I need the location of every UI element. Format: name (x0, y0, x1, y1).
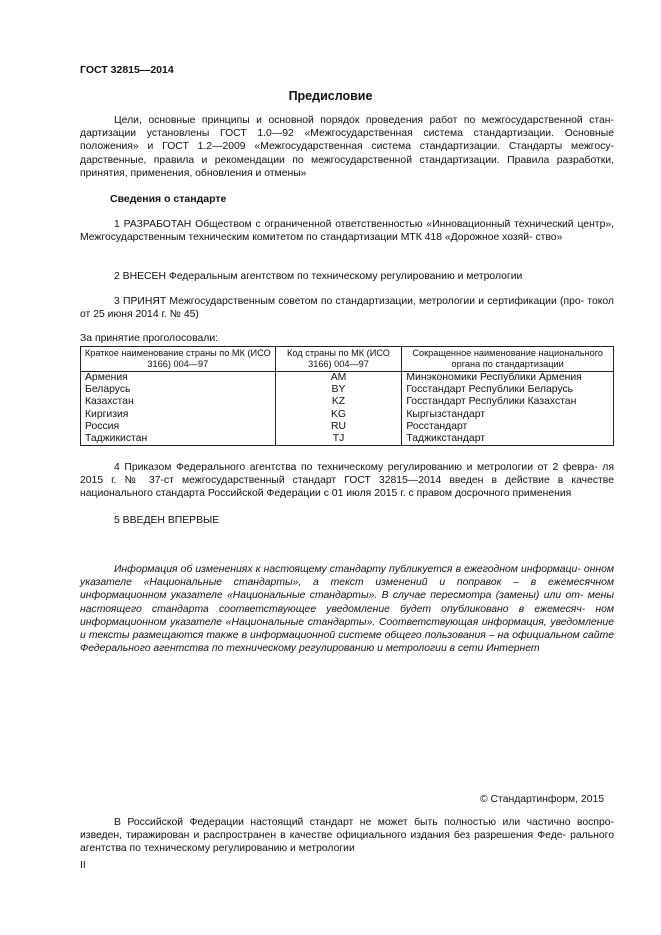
table-row (81, 421, 614, 433)
amendment-notice (80, 563, 614, 655)
notice-line: уведомление и тексты размещаются также в информационной системе общего пользования – на (80, 616, 614, 642)
body-cell: Госстандарт Республики Казахстан (402, 396, 614, 408)
intro-line: дарственные, правила и рекомендации по межгосударственной стандартизации. Правила разработки, (80, 154, 614, 166)
column-header-country: Краткое наименование страны по МК (ИСО 3166) 004—97 (81, 347, 276, 372)
code-cell: RU (275, 421, 402, 433)
intro-line: положения» и ГОСТ 1.2—2009 «Межгосударственная система стандартизации. Стандарты межгосу- (80, 141, 614, 153)
body-cell: Минэкономики Республики Армения (402, 372, 614, 385)
item-1-line: центр», Межгосударственным техническим комитетом по стандартизации МТК 418 «Дорожное хозяй- (80, 219, 615, 244)
item-3-line: 3 ПРИНЯТ Межгосударственным советом по стандартизации, метрологии и сертификации (про- (114, 296, 585, 307)
intro-line: принятия, применения, обновления и отмены» (80, 167, 307, 179)
copyright-notice: © Стандартинформ, 2015 (480, 794, 605, 805)
standard-info-heading: Сведения о стандарте (110, 193, 227, 205)
column-header-body: Сокращенное наименование национального органа по стандартизации (402, 347, 614, 372)
body-cell: Росстандарт (402, 421, 614, 433)
table-header-row (81, 347, 614, 372)
item-1-line: ство» (535, 232, 563, 244)
code-cell: KG (275, 409, 402, 421)
rights-paragraph (80, 816, 614, 856)
notice-line: официальном сайте Федерального агентства по техническому регулированию и метрологии в (80, 630, 615, 655)
table-row (81, 433, 614, 446)
item-1-developed (80, 218, 614, 244)
notice-line: онном указателе «Национальные стандарты», а текст изменений и поправок – в ежемесячном (80, 564, 614, 589)
column-header-code: Код страны по МК (ИСО 3166) 004—97 (275, 347, 402, 372)
item-3-line: токол от 25 июня 2014 г. № 45) (80, 296, 614, 321)
intro-paragraph (80, 114, 614, 180)
body-cell: Госстандарт Республики Беларусь (402, 384, 614, 396)
body-cell: Таджикстандарт (402, 433, 614, 446)
intro-line: дартизации установлены ГОСТ 1.0—92 «Межгосударственная система стандартизации. Основные (80, 128, 614, 140)
voting-table (80, 346, 614, 446)
code-cell: AM (275, 372, 402, 385)
table-row (81, 384, 614, 396)
vote-caption: За принятие проголосовали: (80, 333, 219, 344)
item-3-adopted (80, 295, 614, 321)
code-cell: KZ (275, 396, 402, 408)
code-cell: TJ (275, 433, 402, 446)
item-2-introduced: 2 ВНЕСЕН Федеральным агентством по техническому регулированию и метрологии (114, 271, 523, 282)
body-cell: Кыргызстандарт (402, 409, 614, 421)
country-cell: Таджикистан (81, 433, 276, 446)
rights-line: В Российской Федерации настоящий стандарт не может быть полностью или частично воспро- (114, 817, 614, 828)
notice-line: мены настоящего стандарта соответствующее уведомление будет опубликовано в ежемесяч- (80, 590, 614, 615)
page-number: II (80, 860, 86, 871)
table-row (81, 396, 614, 408)
intro-line: Цели, основные принципы и основной порядок проведения работ по межгосударственной стан- (114, 115, 614, 126)
country-cell: Казахстан (81, 396, 276, 408)
country-cell: Киргизия (81, 409, 276, 421)
item-1-line: 1 РАЗРАБОТАН Обществом с ограниченной ответственностью «Инновационный технический (114, 219, 574, 230)
rights-line: рального агентства по техническому регулированию и метрологии (80, 830, 614, 855)
item-4-order (80, 461, 614, 501)
country-cell: Армения (81, 372, 276, 385)
item-5-first-introduced: 5 ВВЕДЕН ВПЕРВЫЕ (114, 515, 220, 526)
notice-line: ном информационном указателе «Национальные стандарты». Соответствующая информация, (80, 603, 614, 628)
code-cell: BY (275, 384, 402, 396)
notice-line: информационном указателе «Национальные стандарты». В случае пересмотра (замены) или от- (80, 590, 584, 602)
country-cell: Беларусь (81, 384, 276, 396)
rights-line: изведен, тиражирован и распространен в качестве официального издания без разрешения Феде- (80, 830, 567, 842)
item-4-line: 4 Приказом Федерального агентства по техническому регулированию и метрологии от 2 феврa- (114, 462, 598, 473)
page-title: Предисловие (288, 89, 373, 103)
item-4-line: национального стандарта Российской Федерации с 01 июля 2015 г. с правом досрочного применения (80, 488, 572, 500)
table-row (81, 372, 614, 385)
country-cell: Россия (81, 421, 276, 433)
document-code: ГОСТ 32815—2014 (80, 64, 174, 76)
item-4-line: ля 2015 г. № 37-ст межгосударственный стандарт ГОСТ 32815—2014 введен в действие в качестве (80, 462, 614, 487)
notice-line: сети Интернет (457, 643, 540, 655)
notice-line: Информация об изменениях к настоящему стандарту публикуется в ежегодном информаци- (114, 564, 581, 575)
table-row (81, 409, 614, 421)
